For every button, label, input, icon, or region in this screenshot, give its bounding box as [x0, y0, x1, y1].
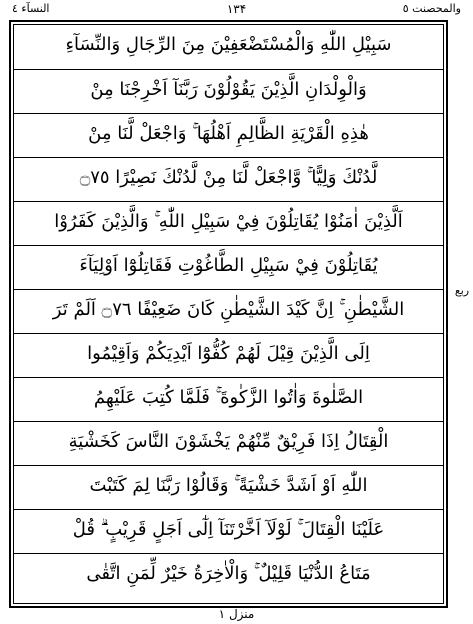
- text-line: الشَّيْطٰنِ ۚ اِنَّ كَيْدَ الشَّيْطٰنِ كَانَ ضَعِيْفًا ۝٧٦ اَلَمْ تَرَ: [52, 298, 405, 320]
- header-right-juz: والمحصنت ٥: [402, 2, 461, 15]
- text-line: الْقِتَالُ اِذَا فَرِيْقٌ مِّنْهُمْ يَخْشَوْنَ النَّاسَ كَخَشْيَةِ: [68, 430, 389, 452]
- page-number: ۱۳۴: [226, 2, 247, 16]
- text-line: وَالْوِلْدَانِ الَّذِيْنَ يَقُوْلُوْنَ رَبَّنَآ اَخْرِجْنَا مِنْ: [90, 78, 367, 100]
- margin-rub-marker: ربع: [454, 284, 470, 297]
- text-line: اَلَّذِيْنَ اٰمَنُوْا يُقَاتِلُوْنَ فِيْ سَبِيْلِ اللّٰهِ ۚ وَالَّذِيْنَ كَفَرُوْا: [54, 210, 403, 232]
- text-line: عَلَيْنَا الْقِتَالَ ۚ لَوْلَآ اَخَّرْتَنَآ اِلٰٓى اَجَلٍ قَرِيْبٍ ۗ قُلْ: [72, 518, 385, 540]
- text-line: يُقَاتِلُوْنَ فِيْ سَبِيْلِ الطَّاغُوْتِ فَقَاتِلُوْٓا اَوْلِيَآءَ: [79, 254, 378, 276]
- text-line: سَبِيْلِ اللّٰهِ وَالْمُسْتَضْعَفِيْنَ مِنَ الرِّجَالِ وَالنِّسَآءِ: [65, 33, 392, 55]
- text-line: لَّدُنْكَ وَلِيًّا ۚ وَّاجْعَلْ لَّنَا مِنْ لَّدُنْكَ نَصِيْرًا ۝٧٥: [79, 166, 378, 188]
- text-line: هٰذِهِ الْقَرْيَةِ الظَّالِمِ اَهْلُهَا ۚ وَاجْعَلْ لَّنَا مِنْ: [88, 122, 369, 144]
- text-line: الصَّلٰوةَ وَاٰتُوا الزَّكٰوةَ ۚ فَلَمَّا كُتِبَ عَلَيْهِمُ: [93, 386, 364, 408]
- text-line: اللّٰهِ اَوْ اَشَدَّ خَشْيَةً ۚ وَقَالُوْا رَبَّنَا لِمَ كَتَبْتَ: [89, 474, 368, 496]
- manzil-footer: منزل ١: [218, 607, 255, 621]
- header-left-surah: النسآء ٤: [12, 2, 50, 15]
- text-line: اِلَى الَّذِيْنَ قِيْلَ لَهُمْ كُفُّوْٓا اَيْدِيَكُمْ وَاَقِيْمُوا: [87, 342, 370, 364]
- text-line: مَتَاعُ الدُّنْيَا قَلِيْلٌ ۚ وَالْاٰخِرَةُ خَيْرٌ لِّمَنِ اتَّقٰى: [86, 562, 371, 584]
